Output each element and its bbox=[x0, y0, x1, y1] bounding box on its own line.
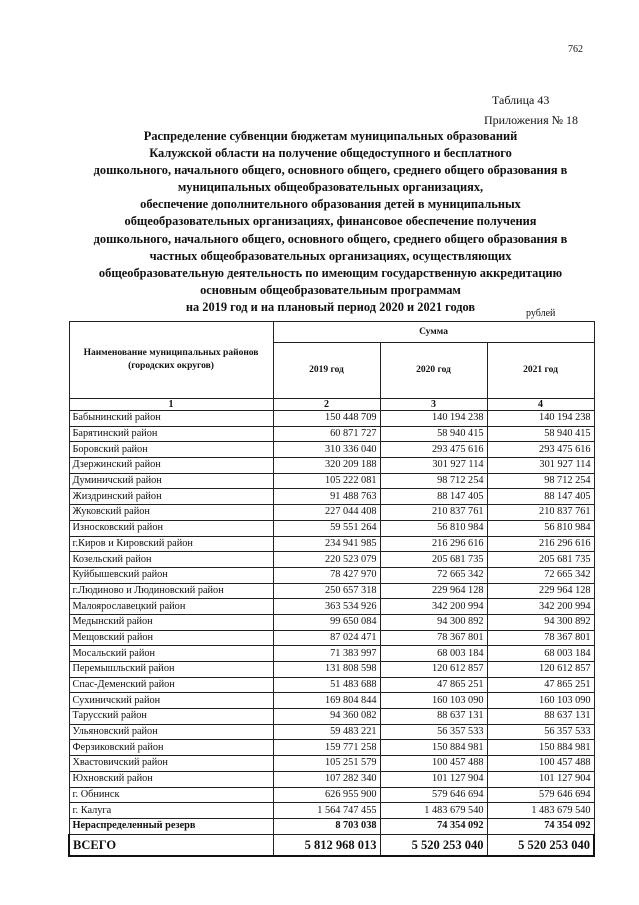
value-2020: 78 367 801 bbox=[380, 630, 487, 646]
district-name: Барятинский район bbox=[69, 426, 273, 442]
value-2021: 579 646 694 bbox=[487, 787, 594, 803]
table-row bbox=[69, 411, 594, 427]
value-2019: 626 955 900 bbox=[273, 787, 380, 803]
value-2021: 88 147 405 bbox=[487, 489, 594, 505]
header-year-2019: 2019 год bbox=[273, 343, 380, 399]
table-row bbox=[69, 583, 594, 599]
district-name: Мещовский район bbox=[69, 630, 273, 646]
value-2020: 140 194 238 bbox=[380, 411, 487, 427]
value-2020: 47 865 251 bbox=[380, 677, 487, 693]
column-index: 2 bbox=[273, 399, 380, 411]
table-row bbox=[69, 709, 594, 725]
total-name: ВСЕГО bbox=[69, 834, 273, 856]
value-2020: 88 147 405 bbox=[380, 489, 487, 505]
header-year-2020: 2020 год bbox=[380, 343, 487, 399]
table-row bbox=[69, 693, 594, 709]
reserve-2021: 74 354 092 bbox=[487, 818, 594, 834]
value-2019: 107 282 340 bbox=[273, 771, 380, 787]
total-row bbox=[69, 834, 594, 856]
table-row bbox=[69, 787, 594, 803]
column-index: 4 bbox=[487, 399, 594, 411]
value-2021: 72 665 342 bbox=[487, 567, 594, 583]
value-2021: 293 475 616 bbox=[487, 442, 594, 458]
reserve-2020: 74 354 092 bbox=[380, 818, 487, 834]
title-line: дошкольного, начального общего, основного общего, среднего общего образования в bbox=[93, 163, 568, 178]
value-2019: 59 551 264 bbox=[273, 520, 380, 536]
district-name: Козельский район bbox=[69, 552, 273, 568]
table-row bbox=[69, 520, 594, 536]
table-row bbox=[69, 473, 594, 489]
value-2020: 101 127 904 bbox=[380, 771, 487, 787]
value-2021: 100 457 488 bbox=[487, 756, 594, 772]
district-name: Медынский район bbox=[69, 614, 273, 630]
value-2020: 72 665 342 bbox=[380, 567, 487, 583]
table-row bbox=[69, 646, 594, 662]
value-2019: 91 488 763 bbox=[273, 489, 380, 505]
value-2020: 56 357 533 bbox=[380, 724, 487, 740]
value-2020: 342 200 994 bbox=[380, 599, 487, 615]
value-2019: 159 771 258 bbox=[273, 740, 380, 756]
reserve-name: Нераспределенный резерв bbox=[69, 818, 273, 834]
district-name: Малоярославецкий район bbox=[69, 599, 273, 615]
value-2019: 220 523 079 bbox=[273, 552, 380, 568]
reserve-2019: 8 703 038 bbox=[273, 818, 380, 834]
value-2019: 227 044 408 bbox=[273, 505, 380, 521]
district-name: г. Калуга bbox=[69, 803, 273, 819]
district-name: Думиничский район bbox=[69, 473, 273, 489]
table-row bbox=[69, 489, 594, 505]
district-name: г.Людиново и Людиновский район bbox=[69, 583, 273, 599]
district-name: Жиздринский район bbox=[69, 489, 273, 505]
document-title bbox=[40, 128, 621, 316]
value-2021: 68 003 184 bbox=[487, 646, 594, 662]
title-line: общеобразовательную деятельность по имеющим государственную аккредитацию bbox=[98, 265, 563, 280]
value-2021: 56 810 984 bbox=[487, 520, 594, 536]
table-row bbox=[69, 771, 594, 787]
value-2019: 94 360 082 bbox=[273, 709, 380, 725]
value-2019: 150 448 709 bbox=[273, 411, 380, 427]
value-2021: 88 637 131 bbox=[487, 709, 594, 725]
district-name: Мосальский район bbox=[69, 646, 273, 662]
title-line: Распределение субвенции бюджетам муниципальных образований bbox=[143, 129, 518, 143]
table-row bbox=[69, 677, 594, 693]
table-row bbox=[69, 599, 594, 615]
value-2020: 94 300 892 bbox=[380, 614, 487, 630]
value-2019: 105 251 579 bbox=[273, 756, 380, 772]
value-2020: 579 646 694 bbox=[380, 787, 487, 803]
value-2021: 58 940 415 bbox=[487, 426, 594, 442]
value-2020: 210 837 761 bbox=[380, 505, 487, 521]
title-line: Калужской области на получение общедоступного и бесплатного bbox=[149, 146, 512, 161]
title-line: обеспечение дополнительного образования детей в муниципальных bbox=[140, 197, 521, 212]
value-2019: 59 483 221 bbox=[273, 724, 380, 740]
value-2021: 160 103 090 bbox=[487, 693, 594, 709]
district-name: Бабынинский район bbox=[69, 411, 273, 427]
value-2021: 229 964 128 bbox=[487, 583, 594, 599]
value-2020: 98 712 254 bbox=[380, 473, 487, 489]
header-year-2021: 2021 год bbox=[487, 343, 594, 399]
district-name: Износковский район bbox=[69, 520, 273, 536]
table-label: Таблица 43 bbox=[492, 93, 550, 107]
value-2019: 169 804 844 bbox=[273, 693, 380, 709]
value-2021: 301 927 114 bbox=[487, 458, 594, 474]
value-2019: 60 871 727 bbox=[273, 426, 380, 442]
district-name: Юхновский район bbox=[69, 771, 273, 787]
district-name: Дзержинский район bbox=[69, 458, 273, 474]
header-sum: Сумма bbox=[273, 322, 594, 343]
value-2019: 51 483 688 bbox=[273, 677, 380, 693]
title-line: муниципальных общеобразовательных организациях, bbox=[177, 180, 484, 195]
table-row bbox=[69, 442, 594, 458]
table-row bbox=[69, 724, 594, 740]
value-2021: 342 200 994 bbox=[487, 599, 594, 615]
value-2019: 131 808 598 bbox=[273, 662, 380, 678]
value-2020: 120 612 857 bbox=[380, 662, 487, 678]
table-row bbox=[69, 458, 594, 474]
column-index: 3 bbox=[380, 399, 487, 411]
appendix-label: Приложения № 18 bbox=[484, 113, 579, 127]
value-2020: 205 681 735 bbox=[380, 552, 487, 568]
table-row bbox=[69, 552, 594, 568]
table-row bbox=[69, 740, 594, 756]
table-row bbox=[69, 803, 594, 819]
header-name: Наименование муниципальных районов (городских округов) bbox=[69, 322, 273, 399]
title-line: частных общеобразовательных организациях, осуществляющих bbox=[149, 248, 512, 263]
value-2021: 140 194 238 bbox=[487, 411, 594, 427]
value-2019: 78 427 970 bbox=[273, 567, 380, 583]
district-name: Ульяновский район bbox=[69, 724, 273, 740]
value-2020: 1 483 679 540 bbox=[380, 803, 487, 819]
total-2020: 5 520 253 040 bbox=[380, 834, 487, 856]
title-line: на 2019 год и на плановый период 2020 и 2021 годов bbox=[185, 299, 476, 314]
table-row bbox=[69, 614, 594, 630]
value-2019: 99 650 084 bbox=[273, 614, 380, 630]
title-line: общеобразовательных организациях, финансовое обеспечение получения bbox=[124, 214, 537, 229]
value-2021: 210 837 761 bbox=[487, 505, 594, 521]
table-row bbox=[69, 426, 594, 442]
total-2021: 5 520 253 040 bbox=[487, 834, 594, 856]
value-2019: 250 657 318 bbox=[273, 583, 380, 599]
value-2019: 363 534 926 bbox=[273, 599, 380, 615]
units-label: рублей bbox=[526, 308, 556, 319]
distribution-table bbox=[68, 321, 595, 857]
value-2021: 120 612 857 bbox=[487, 662, 594, 678]
value-2020: 58 940 415 bbox=[380, 426, 487, 442]
reserve-row bbox=[69, 818, 594, 834]
table-row bbox=[69, 505, 594, 521]
table-row bbox=[69, 662, 594, 678]
value-2019: 234 941 985 bbox=[273, 536, 380, 552]
value-2021: 98 712 254 bbox=[487, 473, 594, 489]
value-2020: 301 927 114 bbox=[380, 458, 487, 474]
column-index: 1 bbox=[69, 399, 273, 411]
value-2021: 78 367 801 bbox=[487, 630, 594, 646]
total-2019: 5 812 968 013 bbox=[273, 834, 380, 856]
table-row bbox=[69, 567, 594, 583]
district-name: Хвастовичский район bbox=[69, 756, 273, 772]
value-2019: 105 222 081 bbox=[273, 473, 380, 489]
value-2020: 160 103 090 bbox=[380, 693, 487, 709]
value-2021: 205 681 735 bbox=[487, 552, 594, 568]
district-name: Боровский район bbox=[69, 442, 273, 458]
value-2019: 320 209 188 bbox=[273, 458, 380, 474]
value-2021: 56 357 533 bbox=[487, 724, 594, 740]
district-name: г. Обнинск bbox=[69, 787, 273, 803]
value-2021: 1 483 679 540 bbox=[487, 803, 594, 819]
page-number: 762 bbox=[568, 44, 583, 55]
value-2021: 47 865 251 bbox=[487, 677, 594, 693]
district-name: Ферзиковский район bbox=[69, 740, 273, 756]
value-2020: 229 964 128 bbox=[380, 583, 487, 599]
value-2020: 150 884 981 bbox=[380, 740, 487, 756]
value-2021: 216 296 616 bbox=[487, 536, 594, 552]
title-line: основным общеобразовательным программам bbox=[200, 282, 461, 297]
value-2020: 56 810 984 bbox=[380, 520, 487, 536]
title-line: дошкольного, начального общего, основного общего, среднего общего образования в bbox=[93, 231, 568, 246]
table-row bbox=[69, 756, 594, 772]
district-name: Перемышльский район bbox=[69, 662, 273, 678]
value-2020: 293 475 616 bbox=[380, 442, 487, 458]
value-2019: 87 024 471 bbox=[273, 630, 380, 646]
value-2020: 88 637 131 bbox=[380, 709, 487, 725]
value-2019: 71 383 997 bbox=[273, 646, 380, 662]
district-name: Сухиничский район bbox=[69, 693, 273, 709]
table-row bbox=[69, 630, 594, 646]
district-name: Жуковский район bbox=[69, 505, 273, 521]
table-row bbox=[69, 536, 594, 552]
value-2020: 216 296 616 bbox=[380, 536, 487, 552]
district-name: Спас-Деменский район bbox=[69, 677, 273, 693]
district-name: г.Киров и Кировский район bbox=[69, 536, 273, 552]
district-name: Куйбышевский район bbox=[69, 567, 273, 583]
value-2020: 68 003 184 bbox=[380, 646, 487, 662]
value-2021: 101 127 904 bbox=[487, 771, 594, 787]
district-name: Тарусский район bbox=[69, 709, 273, 725]
value-2021: 94 300 892 bbox=[487, 614, 594, 630]
value-2019: 1 564 747 455 bbox=[273, 803, 380, 819]
value-2021: 150 884 981 bbox=[487, 740, 594, 756]
value-2019: 310 336 040 bbox=[273, 442, 380, 458]
value-2020: 100 457 488 bbox=[380, 756, 487, 772]
